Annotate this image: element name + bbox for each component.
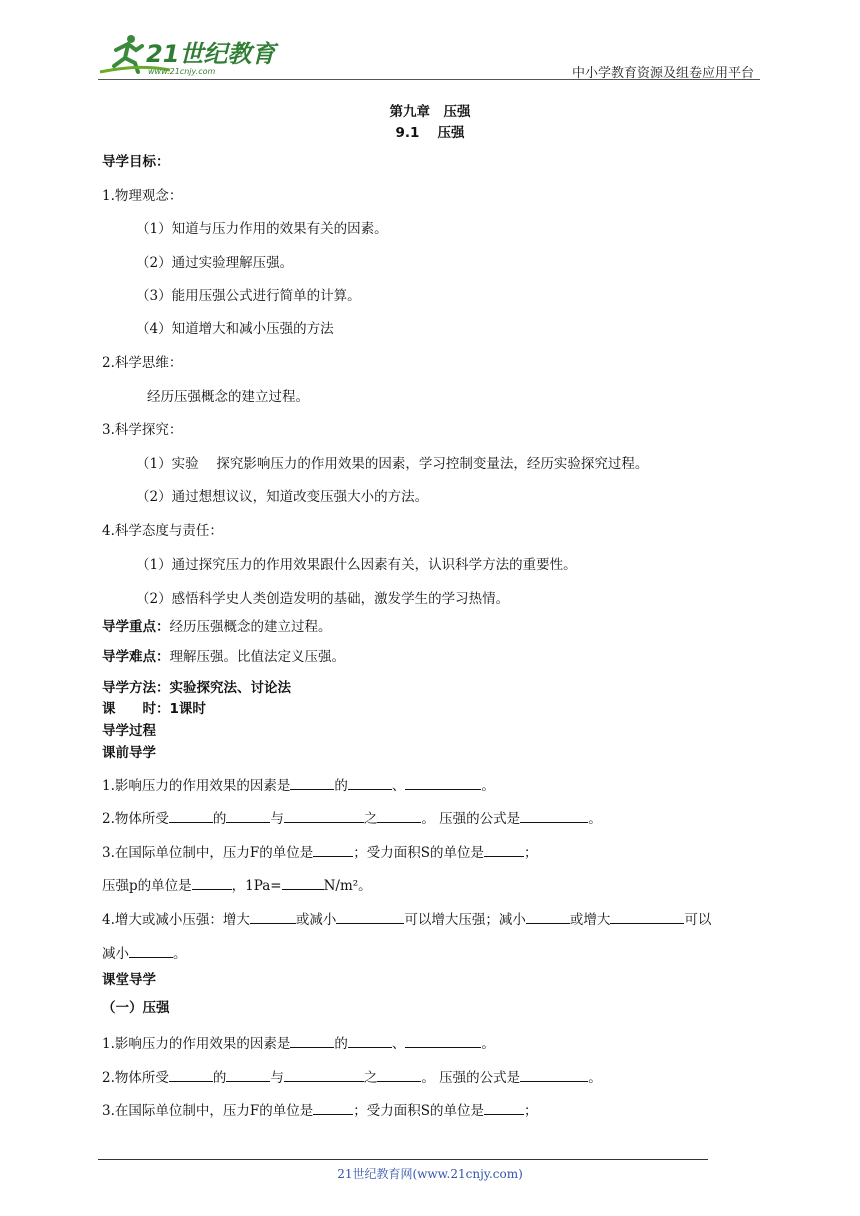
classroom-heading: 课堂导学 xyxy=(102,972,156,988)
answer-blank[interactable] xyxy=(250,909,296,924)
goal-2-1: 经历压强概念的建立过程。 xyxy=(147,389,309,405)
answer-blank[interactable] xyxy=(169,808,213,823)
class-question-3: 3.在国际单位制中，压力F的单位是 ；受力面积S的单位是 ； xyxy=(102,1100,538,1120)
goal-1-1: （1）知道与压力作用的效果有关的因素。 xyxy=(136,221,388,237)
method-line: 导学方法：实验探究法、讨论法 xyxy=(102,680,291,696)
classroom-subheading: （一）压强 xyxy=(102,1000,170,1016)
goal-1-2: （2）通过实验理解压强。 xyxy=(136,255,294,271)
hours-line: 课 时：1课时 xyxy=(102,701,206,717)
class-question-1: 1.影响压力的作用效果的因素是 的 、 。 xyxy=(102,1033,495,1053)
key-text: 经历压强概念的建立过程。 xyxy=(169,619,332,635)
answer-blank[interactable] xyxy=(129,943,173,958)
pre-class-heading: 课前导学 xyxy=(102,745,156,761)
goal-2: 2.科学思维： xyxy=(102,355,183,371)
answer-blank[interactable] xyxy=(284,1067,364,1082)
platform-name: 中小学教育资源及组卷应用平台 xyxy=(571,66,754,81)
site-logo xyxy=(98,30,276,76)
difficulty-points xyxy=(102,648,345,666)
goal-4: 4.科学态度与责任： xyxy=(102,523,223,539)
goal-4-2: （2）感悟科学史人类创造发明的基础，激发学生的学习热情。 xyxy=(136,591,510,607)
pre-question-1: 1.影响压力的作用效果的因素是 的 、 。 xyxy=(102,775,495,795)
answer-blank[interactable] xyxy=(192,875,232,890)
answer-blank[interactable] xyxy=(405,1033,481,1048)
answer-blank[interactable] xyxy=(313,1100,353,1115)
answer-blank[interactable] xyxy=(377,808,421,823)
key-label: 导学重点： xyxy=(102,619,170,635)
answer-blank[interactable] xyxy=(348,775,392,790)
goal-1-4: （4）知道增大和减小压强的方法 xyxy=(136,321,334,337)
answer-blank[interactable] xyxy=(610,909,684,924)
class-question-2: 2.物体所受 的 与 之 。 压强的公式是 。 xyxy=(102,1067,602,1087)
footer-divider xyxy=(98,1159,708,1160)
goal-1: 1.物理观念： xyxy=(102,188,183,204)
answer-blank[interactable] xyxy=(520,808,588,823)
svg-text:21世纪教育: 21世纪教育 xyxy=(146,40,276,68)
answer-blank[interactable] xyxy=(405,775,481,790)
difficulty-text: 理解压强。比值法定义压强。 xyxy=(169,649,345,665)
answer-blank[interactable] xyxy=(520,1067,588,1082)
answer-blank[interactable] xyxy=(284,808,364,823)
section-title: 9.1 压强 xyxy=(395,125,465,141)
goal-4-1: （1）通过探究压力的作用效果跟什么因素有关，认识科学方法的重要性。 xyxy=(136,557,577,573)
pre-question-4-cont: 减小 。 xyxy=(102,943,187,963)
answer-blank[interactable] xyxy=(313,842,353,857)
goal-3-2: （2）通过想想议议，知道改变压强大小的方法。 xyxy=(136,489,429,505)
goal-3: 3.科学探究： xyxy=(102,422,183,438)
chapter-title: 第九章 压强 xyxy=(389,104,471,120)
page-header xyxy=(98,30,760,80)
goal-1-3: （3）能用压强公式进行简单的计算。 xyxy=(136,288,361,304)
pre-question-3-cont: 压强p的单位是 ，1Pa= N/m²。 xyxy=(102,875,372,895)
answer-blank[interactable] xyxy=(169,1067,213,1082)
answer-blank[interactable] xyxy=(282,875,324,890)
answer-blank[interactable] xyxy=(484,842,524,857)
answer-blank[interactable] xyxy=(348,1033,392,1048)
goals-heading: 导学目标： xyxy=(102,154,170,170)
answer-blank[interactable] xyxy=(290,1033,334,1048)
answer-blank[interactable] xyxy=(226,808,270,823)
pre-question-4: 4.增大或减小压强：增大 或减小 可以增大压强；减小 或增大 可以 xyxy=(102,909,711,929)
answer-blank[interactable] xyxy=(290,775,334,790)
pre-question-3: 3.在国际单位制中，压力F的单位是 ；受力面积S的单位是 ； xyxy=(102,842,538,862)
answer-blank[interactable] xyxy=(336,909,404,924)
svg-text:www.21cnjy.com: www.21cnjy.com xyxy=(148,67,216,76)
goal-3-1: （1）实验 探究影响压力的作用效果的因素，学习控制变量法，经历实验探究过程。 xyxy=(136,456,649,472)
answer-blank[interactable] xyxy=(377,1067,421,1082)
answer-blank[interactable] xyxy=(526,909,570,924)
pre-question-2: 2.物体所受 的 与 之 。 压强的公式是 。 xyxy=(102,808,602,828)
key-points xyxy=(102,618,332,636)
answer-blank[interactable] xyxy=(484,1100,524,1115)
answer-blank[interactable] xyxy=(226,1067,270,1082)
header-divider xyxy=(98,79,760,80)
process-heading: 导学过程 xyxy=(102,723,156,739)
footer-link[interactable]: 21世纪教育网(www.21cnjy.com) xyxy=(337,1167,523,1181)
difficulty-label: 导学难点： xyxy=(102,649,170,665)
